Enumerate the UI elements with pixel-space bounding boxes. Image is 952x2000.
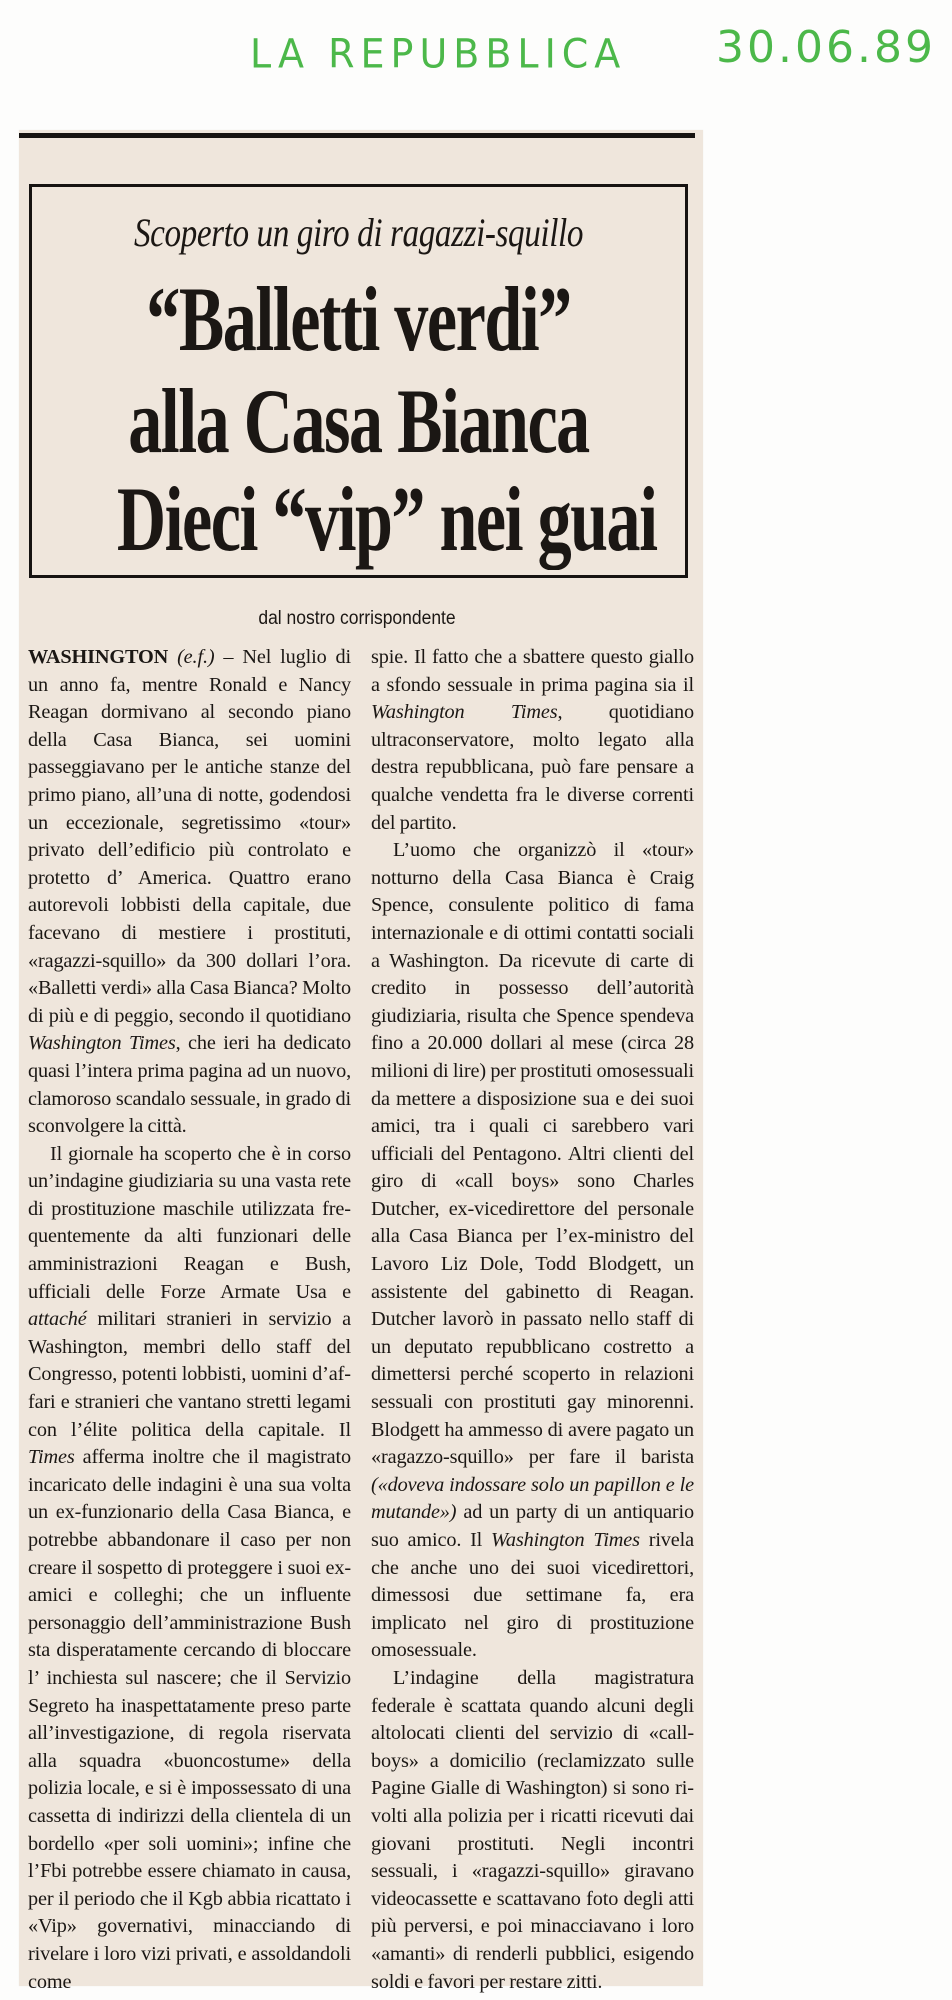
text-segment: spie. Il fatto che a sbattere questo giallo a sfondo sessuale in prima pagina sia il [371,646,694,696]
text-segment: («doveva indossare solo un papillon e le mutande») [371,1473,694,1524]
article-paragraph [371,1665,694,1996]
headline-line-3: Dieci “vip” nei guai [116,468,657,570]
text-segment: , che ieri ha dedicato quasi l’intera prima pagina ad un nuovo, clamoroso scandalo sessuale, in grado di sconvolgere la città. [28,1032,351,1138]
newspaper-clipping [19,130,703,1993]
handwritten-annotation [250,18,940,78]
byline: dal nostro corrispondente [258,608,456,629]
text-segment: – Nel luglio di un anno fa, mentre Ronald e Nancy Reagan dormivano al secondo piano della Casa Bianca, sei uomini passeggiavano per le antiche stanze del primo piano, all’una di notte, godendosi un eccezionale, segretissimo «tour» privato dell’edificio più controlato e protetto d’ America. Quattro erano autorevoli lobbisti della capitale, due facevano di mestiere i prostituti, «ragazzi-squillo» da 300 dollari l’ora. «Balletti verdi» alla Casa Bianca? Molto di più e di peggio, secondo il quotidiano [28,646,351,1027]
article-paragraph [371,837,694,1665]
text-segment: afferma inoltre che il magistrato incaricato delle indagini è una sua volta un ex-funzionario della Casa Bianca, e potrebbe abbandonare il caso per non creare il sospetto di proteggere i suoi ex-amici e colleghi; che un influente personaggio dell’amministrazione Bush sta disperatamente cercando di bloccare l’ inchiesta sul nascere; che il Servizio Segreto ha inaspettatamente preso parte all’investigazione, di regola riservata alla squadra «buoncostume» della polizia locale, e si è impossessato di una cassetta di indirizzi della clientela di un bordello «per soli uomini»; infine che l’Fbi potrebbe essere chiamato in causa, per il periodo che il Kgb abbia ricattato i «Vip» governativi, minacciando di rivelare i loro vizi privati, e assoldandoli come [28,1446,351,1993]
text-segment: rivela che anche uno dei suoi vicedirettori, dimessosi due settimane fa, era implicato nel giro di prostituzione omosessuale. [371,1529,694,1662]
text-segment: Washington Times [490,1529,640,1551]
text-segment: (e.f.) [177,646,215,668]
article-paragraph [28,1141,351,1996]
text-segment: L’indagine della magistratura federale è scattata quando alcuni degli altolocati clienti del servizio di «call-boys» a domicilio (reclamizzato sulle Pagine Gialle di Washington) si sono rivolti alla polizia per i ricatti ricevuti dai giovani prostituti. Negli incontri sessuali, i «ragazzi-squillo» giravano videocassette e scattavano foto degli atti più perversi, e poi minacciavano i loro «amanti» di renderli pubblici, esigendo soldi e favori per restare zitti. [371,1666,694,1993]
article-paragraph [28,644,351,1141]
annotation-newspaper-name: LA REPUBBLICA [250,30,627,78]
text-segment: , quotidiano ultraconservatore, molto legato alla destra repubblicana, può fare pensare a qualche vendetta fra le diverse correnti del partito. [371,701,695,834]
text-segment: attaché [28,1308,87,1331]
kicker-subheadline: Scoperto un giro di ragazzi-squillo [133,210,584,255]
headline-box [29,184,688,578]
text-segment: ad un party di un antiquario suo amico. Il [371,1501,694,1551]
text-segment: L’uomo che organizzò il «tour» notturno della Casa Bianca è Craig Spence, consulente politico di fama internazionale e di ottimi contatti sociali a Washington. Da ricevute di carte di credito in possesso dell’autorità giudiziaria, risulta che Spence spendeva fino a 20.000 dollari al mese (circa 28 milioni di lire) per prostituti omosessuali da mettere a disposizione sua e dei suoi amici, tra i quali ci sarebbero vari ufficiali del Pentagono. Altri clienti del giro di «call boys» sono Charles Dutcher, ex-vicedirettore del personale alla Casa Bianca per l’ex-ministro del Lavoro Liz Dole, Todd Blodgett, un assistente del gabinetto di Reagan. Dutcher lavorò in passato nello staff di un deputato repubblicano costretto a dimettersi perché scoperto in relazioni sessuali con prostituti gay minorenni. Blodgett ha ammesso di avere pagato un «ragazzo-squillo» per fare il barista [371,839,694,1469]
article-column-left [28,644,351,1996]
text-segment: Il giornale ha scoperto che è in corso un’indagine giudiziaria su una vasta rete di prostituzione maschile utilizzata frequentemente da alti funzionari delle amministrazioni Reagan e Bush, ufficiali delle Forze Armate Usa e [28,1142,351,1303]
headline-line-1: “Balletti verdi” [146,268,571,370]
article-column-right [371,644,694,1996]
headline-line-2: alla Casa Bianca [128,370,589,472]
annotation-date: 30.06.89 [716,22,936,73]
text-segment: WASHINGTON [28,646,178,668]
top-rule-divider [19,133,695,138]
text-segment: militari stranieri in servizio a Washington, membri dello staff del Congresso, potenti lobbisti, uomini d’affari e stranieri che vantano stretti legami con l’élite politica della capitale. Il [28,1308,351,1441]
text-segment: Times [28,1446,75,1469]
text-segment: Washington Times [28,1032,176,1055]
article-paragraph [371,644,694,837]
text-segment: Washington Times [371,701,558,724]
